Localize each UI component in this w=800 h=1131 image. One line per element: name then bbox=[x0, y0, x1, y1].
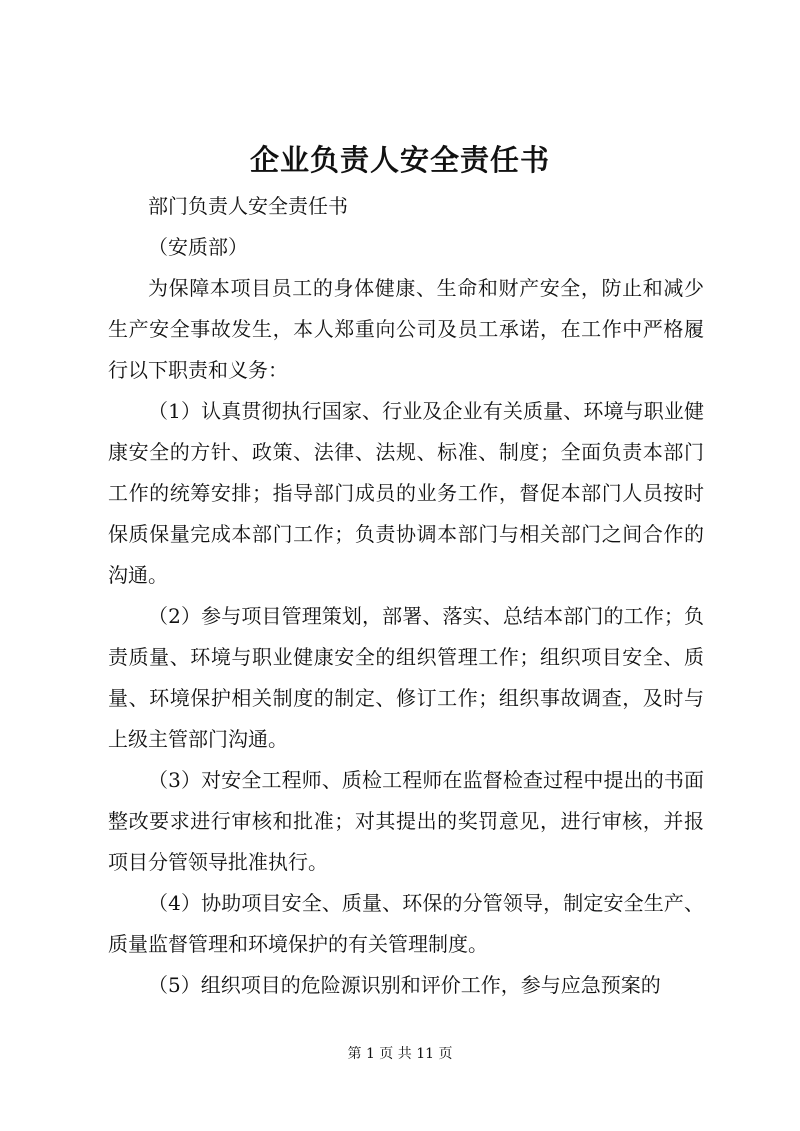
paragraph-item-4: （4）协助项目安全、质量、环保的分管领导，制定安全生产、质量监督管理和环境保护的有关管理制度。 bbox=[108, 891, 704, 956]
page-footer: 第 1 页 共 11 页 bbox=[347, 1046, 453, 1062]
paragraph-intro: 为保障本项目员工的身体健康、生命和财产安全，防止和减少生产安全事故发生，本人郑重向公司及员工承诺，在工作中严格履行以下职责和义务： bbox=[108, 276, 704, 382]
document-title: 企业负责人安全责任书 bbox=[249, 143, 550, 177]
paragraph-department: （安质部） bbox=[148, 235, 248, 259]
paragraph-item-5: （5）组织项目的危险源识别和评价工作，参与应急预案的 bbox=[148, 973, 661, 997]
paragraph-subtitle: 部门负责人安全责任书 bbox=[148, 194, 348, 218]
paragraph-item-3: （3）对安全工程师、质检工程师在监督检查过程中提出的书面整改要求进行审核和批准；对其提出的奖罚意见，进行审核，并报项目分管领导批准执行。 bbox=[108, 768, 704, 874]
paragraph-item-2: （2）参与项目管理策划，部署、落实、总结本部门的工作；负责质量、环境与职业健康安全的组织管理工作；组织项目安全、质量、环境保护相关制度的制定、修订工作；组织事故调查，及时与上级主管部门沟通。 bbox=[108, 604, 704, 751]
paragraph-item-1: （1）认真贯彻执行国家、行业及企业有关质量、环境与职业健康安全的方针、政策、法律、法规、标准、制度；全面负责本部门工作的统筹安排；指导部门成员的业务工作，督促本部门人员按时保质保量完成本部门工作；负责协调本部门与相关部门之间合作的沟通。 bbox=[108, 399, 704, 587]
document-body bbox=[108, 186, 704, 1006]
